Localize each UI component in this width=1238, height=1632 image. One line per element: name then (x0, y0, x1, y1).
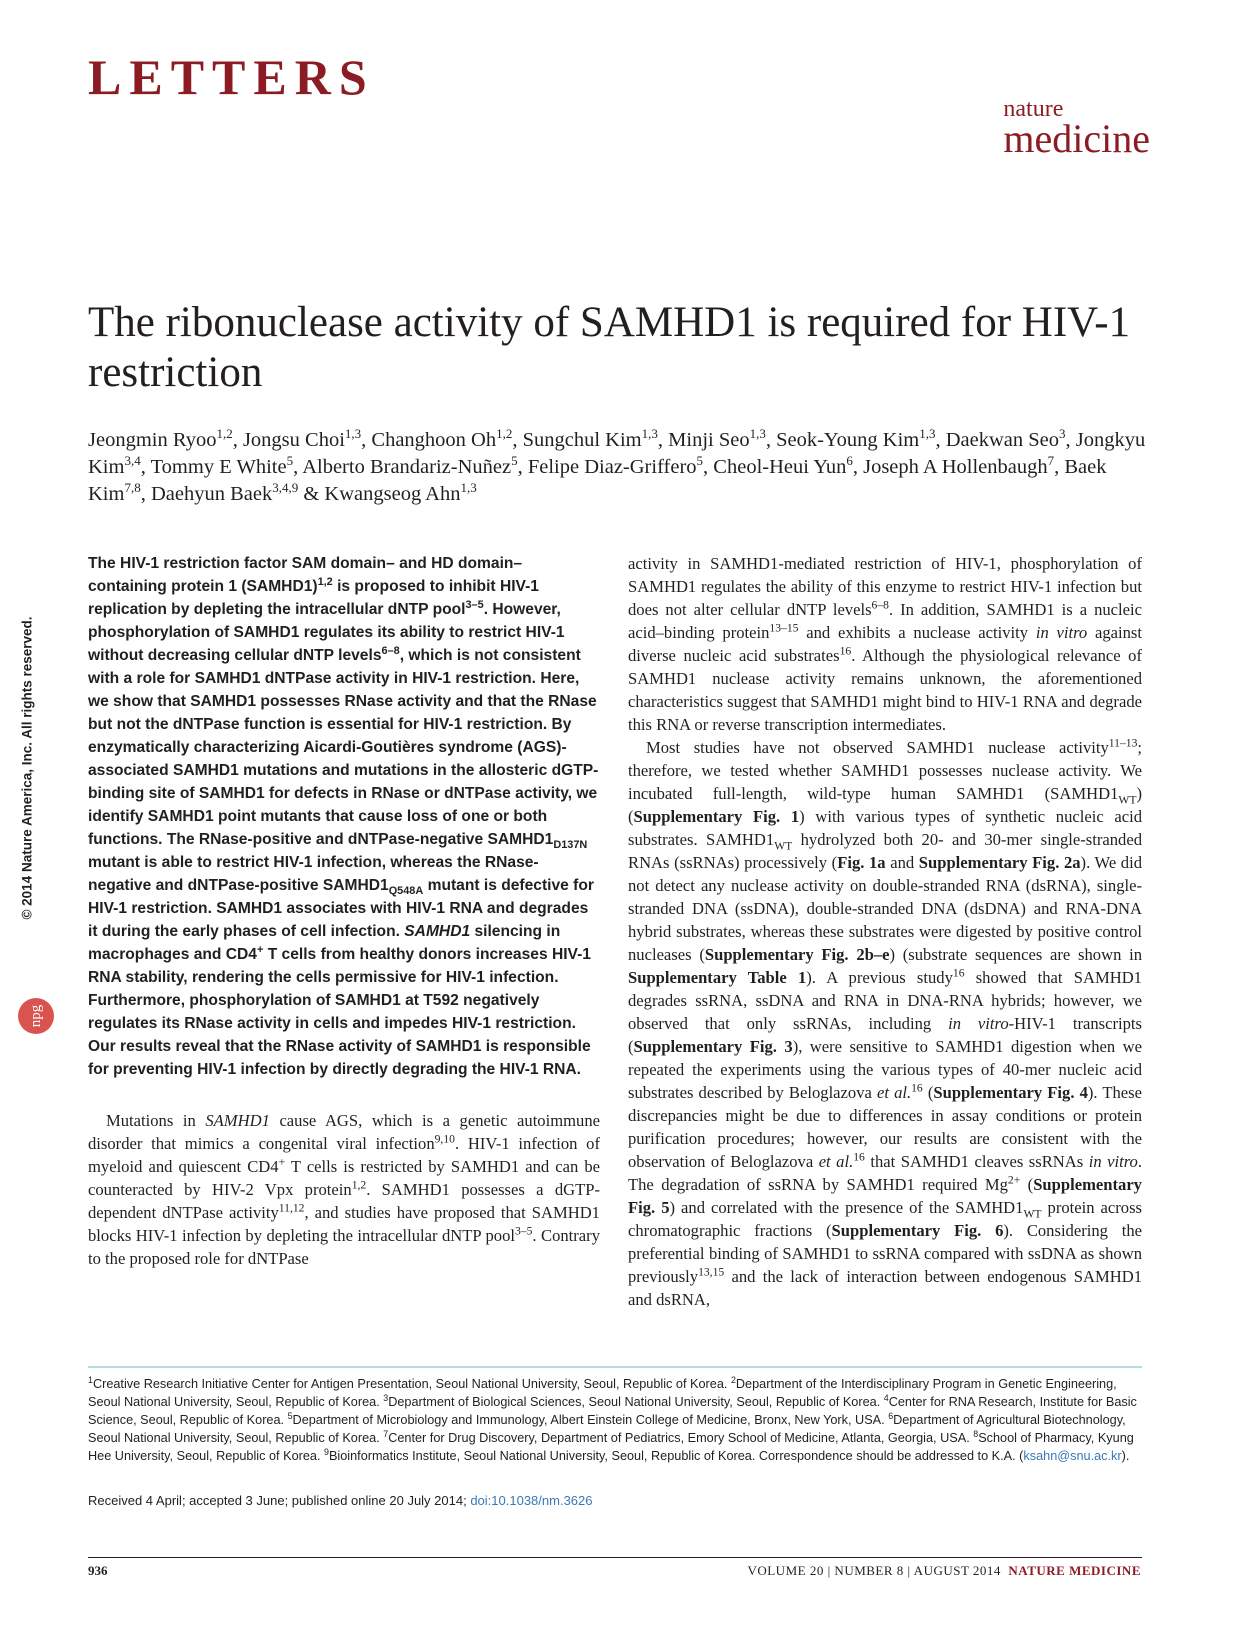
author-affiliation: 7 (1047, 453, 1055, 469)
article-title: The ribonuclease activity of SAMHD1 is required for HIV-1 restriction (88, 299, 1131, 396)
journal-logo (1003, 96, 1150, 161)
received-dates (88, 1492, 1148, 1510)
author-affiliation: 1,3 (641, 426, 658, 442)
author-affiliation: 1,3 (344, 426, 362, 442)
author-name: Kwangseog Ahn$^{1,3}$ (324, 480, 477, 505)
author-affiliation: 1,3 (460, 480, 477, 496)
author-name: Jongsu Choi$^{1,3}$ (242, 426, 362, 451)
author-list: Jeongmin Ryoo$^{1,2}$, Jongsu Choi$^{1,3}$, Changhoon Oh$^{1,2}$, Sungchul Kim$^{1,3}$, Minji Seo$^{1,3}$, Seok-Young Kim$^{1,3}$, Daekwan Seo$^3$, Jongkyu Kim$^{3,4}$, Tommy E White$^5$, Alberto Brandariz-Nuñez$^5$, Felipe Diaz-Griffero$^5$, Cheol-Heui Yun$^6$, Joseph A Hollenbaugh$^7$, Baek Kim$^{7,8}$, Daehyun Baek$^{3,4,9}$ & Kwangseog Ahn$^{1,3}$ (88, 426, 1146, 505)
affiliations: $^1$Creative Research Initiative Center for Antigen Presentation, Seoul National University, Seoul, Republic of Korea. $^2$Department of the Interdisciplinary Program in Genetic Engineering, Seoul National University, Seoul, Republic of Korea. $^3$Department of Biological Sciences, Seoul National University, Seoul, Republic of Korea. $^4$Center for RNA Research, Institute for Basic Science, Seoul, Republic of Korea. $^5$Department of Microbiology and Immunology, Albert Einstein College of Medicine, Bronx, New York, USA. $^6$Department of Agricultural Biotechnology, Seoul National University, Seoul, Republic of Korea. $^7$Center for Drug Discovery, Department of Pediatrics, Emory School of Medicine, Atlanta, Georgia, USA. $^8$School of Pharmacy, Kyung Hee University, Seoul, Republic of Korea. $^9$Bioinformatics Institute, Seoul National University, Seoul, Republic of Korea. Correspondence should be addressed to K.A. (ksahn@snu.ac.kr). (88, 1374, 1137, 1463)
footer-journal-name: NATURE MEDICINE (1008, 1563, 1141, 1578)
page-number: 936 (88, 1563, 108, 1578)
footnote-divider (88, 1366, 1142, 1368)
author-affiliation: 1,3 (919, 426, 936, 442)
issue-details: VOLUME 20 | NUMBER 8 | AUGUST 2014 (747, 1563, 1001, 1578)
author-affiliation: 6 (846, 453, 853, 469)
author-affiliation: 1,2 (216, 426, 233, 442)
author-affiliation: 5 (696, 453, 704, 469)
author-name: Sungchul Kim$^{1,3}$ (522, 426, 658, 451)
body-paragraph-2: activity in SAMHD1-mediated restriction of HIV-1, phosphorylation of SAMHD1 regulates the ability of this enzyme to restrict HIV-1 infection but does not alter cellular dNTP levels$^{6-8}$. In addition, SAMHD1 is a nucleic acid–binding protein$^{13-15}$ and exhibits a nuclease activity in vitro against diverse nucleic acid substrates$^{16}$. Although the physiological relevance of SAMHD1 nuclease activity remains unknown, the aforementioned characteristics suggest that SAMHD1 might bind to HIV-1 RNA and degrade this RNA or reverse transcription intermediates. (628, 554, 1143, 734)
author-name: Cheol-Heui Yun$^6$ (713, 453, 853, 478)
author-name: Tommy E White$^5$ (150, 453, 294, 478)
author-name: Daehyun Baek$^{3,4,9}$ (150, 480, 299, 505)
author-name: Changhoon Oh$^{1,2}$ (371, 426, 513, 451)
journal-logo-line1: nature (1003, 96, 1064, 122)
author-affiliation: 1,2 (496, 426, 513, 442)
author-affiliation: 3 (1059, 426, 1066, 442)
author-affiliation: 7,8 (124, 480, 141, 496)
author-name: Seok-Young Kim$^{1,3}$ (776, 426, 936, 451)
issue-info (747, 1563, 1141, 1579)
author-name: Felipe Diaz-Griffero$^5$ (527, 453, 704, 478)
author-affiliation: 1,3 (749, 426, 766, 442)
copyright-sidebar: © 2014 Nature America, Inc. All rights reserved. (19, 616, 35, 920)
left-column (88, 552, 600, 1270)
author-name: Baek Kim$^{7,8}$ (88, 456, 1107, 505)
body-paragraph-3: Most studies have not observed SAMHD1 nuclease activity$^{11-13}$; therefore, we tested whether SAMHD1 possesses nuclease activity. We incubated full-length, wild-type human SAMHD1 $(SAMHD1_{WT})$ (Supplementary Fig. 1) with various types of synthetic nucleic acid substrates. $SAMHD1_{WT}$ hydrolyzed both 20- and 30-mer single-stranded RNAs (ssRNAs) processively (Fig. 1a and Supplementary Fig. 2a). We did not detect any nuclease activity on double-stranded RNA (dsRNA), single-stranded DNA (ssDNA), double-stranded DNA (dsDNA) and RNA-DNA hybrid substrates, whereas these substrates were digested by positive control nucleases (Supplementary Fig. 2b–e) (substrate sequences are shown in Supplementary Table 1). A previous study$^{16}$ showed that SAMHD1 degrades ssRNA, ssDNA and RNA in DNA-RNA hybrids; however, we observed that only ssRNAs, including in vitro-HIV-1 transcripts (Supplementary Fig. 3), were sensitive to SAMHD1 digestion when we repeated the experiments using the various types of 40-mer nucleic acid substrates described by Beloglazova et al.$^{16}$ (Supplementary Fig. 4). These discrepancies might be due to differences in assay conditions or protein purification procedures; however, our results are consistent with the observation of Beloglazova et al.$^{16}$ that SAMHD1 cleaves ssRNAs in vitro. The degradation of ssRNA by SAMHD1 required $Mg^{2+}$ (Supplementary Fig. 5) and correlated with the presence of the $SAMHD1_{WT}$ protein across chromatographic fractions (Supplementary Fig. 6). Considering the preferential binding of SAMHD1 to ssRNA compared with ssDNA as shown previously$^{13,15}$ and the lack of interaction between endogenous SAMHD1 and dsRNA, (628, 736, 1143, 1309)
author-name: Daekwan Seo$^3$ (945, 426, 1066, 451)
author-affiliation: 5 (511, 453, 518, 469)
author-affiliation: 3,4 (124, 453, 141, 469)
author-name: Jeongmin Ryoo$^{1,2}$ (88, 426, 233, 451)
journal-logo-line2: medicine (1003, 116, 1150, 161)
author-name: Alberto Brandariz-Nuñez$^5$ (302, 453, 518, 478)
body-paragraph-1: Mutations in SAMHD1 cause AGS, which is a genetic autoimmune disorder that mimics a congenital viral infection$^{9,10}$. HIV-1 infection of myeloid and quiescent CD4+ T cells is restricted by SAMHD1 and can be counteracted by HIV-2 Vpx protein$^{1,2}$. SAMHD1 possesses a dGTP-dependent dNTPase activity$^{11,12}$, and studies have proposed that SAMHD1 blocks HIV-1 infection by depleting the intracellular dNTP pool$^{3-5}$. Contrary to the proposed role for dNTPase (88, 1111, 601, 1268)
right-column (628, 552, 1142, 1311)
author-name: Minji Seo$^{1,3}$ (668, 426, 766, 451)
author-affiliation: 5 (286, 453, 294, 469)
doi-link[interactable]: doi:10.1038/nm.3626 (470, 1493, 593, 1508)
author-name: Jongkyu Kim$^{3,4}$ (88, 429, 1146, 478)
abstract: The HIV-1 restriction factor SAM domain– and HD domain–containing protein 1 (SAMHD1)$^{1,2}$ is proposed to inhibit HIV-1 replication by depleting the intracellular dNTP pool$^{3-5}$. However, phosphorylation of SAMHD1 regulates its ability to restrict HIV-1 without decreasing cellular dNTP levels$^{6-8}$, which is not consistent with a role for SAMHD1 dNTPase activity in HIV-1 restriction. Here, we show that SAMHD1 possesses RNase activity and that the RNase but not the dNTPase function is essential for HIV-1 restriction. By enzymatically characterizing Aicardi-Goutières syndrome (AGS)-associated SAMHD1 mutations and mutations in the allosteric dGTP-binding site of SAMHD1 for defects in RNase or dNTPase activity, we identify SAMHD1 point mutants that cause loss of one or both functions. The RNase-positive and dNTPase-negative $SAMHD1_{D137N}$ mutant is able to restrict HIV-1 infection, whereas the RNase-negative and dNTPase-positive $SAMHD1_{Q548A}$ mutant is defective for HIV-1 restriction. SAMHD1 associates with HIV-1 RNA and degrades it during the early phases of cell infection. SAMHD1 silencing in macrophages and CD4+ T cells from healthy donors increases HIV-1 RNA stability, rendering the cells permissive for HIV-1 infection. Furthermore, phosphorylation of SAMHD1 at T592 negatively regulates its RNase activity in cells and impedes HIV-1 restriction. Our results reveal that the RNase activity of SAMHD1 is responsible for preventing HIV-1 infection by directly degrading the HIV-1 RNA. (88, 555, 599, 1078)
footer-divider (88, 1557, 1142, 1558)
publisher-logo: npg (18, 998, 54, 1034)
author-affiliation: 3,4,9 (272, 480, 299, 496)
section-label: LETTERS (88, 49, 375, 105)
author-name: Joseph A Hollenbaugh$^7$ (863, 453, 1055, 478)
received-text: Received 4 April; accepted 3 June; published online 20 July 2014; (88, 1493, 471, 1508)
